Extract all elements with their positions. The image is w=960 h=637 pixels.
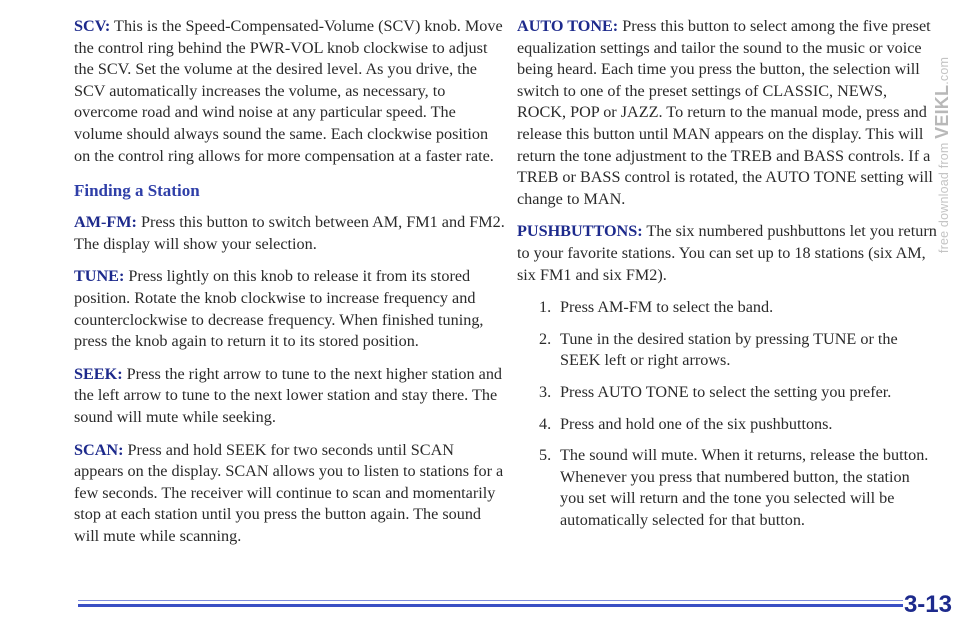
step-text: Press and hold one of the six pushbuttons. bbox=[560, 414, 833, 433]
step-text: Tune in the desired station by pressing TUNE or the SEEK left or right arrows. bbox=[560, 329, 898, 370]
tune-paragraph bbox=[74, 266, 506, 352]
page-number: 3-13 bbox=[903, 591, 952, 618]
tune-text: Press lightly on this knob to release it from its stored position. Rotate the knob clockwise to increase frequency and counterclockwise to decrease frequency. When finished tuning, press the knob again to return it to its stored position. bbox=[74, 267, 484, 351]
seek-text: Press the right arrow to tune to the next higher station and the left arrow to tune to the next lower station and stay there. The sound will mute while seeking. bbox=[74, 364, 503, 426]
pushbuttons-text: The six numbered pushbuttons let you return to your favorite stations. You can set up to 18 stations (six AM, six FM1 and six FM2). bbox=[517, 222, 937, 284]
step-number: 2. bbox=[539, 329, 552, 348]
auto-tone-paragraph bbox=[517, 16, 937, 210]
auto-tone-text: Press this button to select among the five preset equalization settings and tailor the sound to the music or voice being heard. Each time you press the button, the selection will switch to one of the preset settings of CLASSIC, NEWS, ROCK, POP or JAZZ. To return to the manual mode, press and release this button until MAN appears on the display. This will return the tone adjustment to the TREB and BASS controls. If a TREB or BASS control is rotated, the AUTO TONE setting will change to MAN. bbox=[517, 17, 933, 208]
pushbuttons-term: PUSHBUTTONS: bbox=[517, 222, 643, 241]
watermark bbox=[932, 0, 953, 320]
section-heading-finding-a-station: Finding a Station bbox=[74, 181, 200, 201]
footer-rule-thin bbox=[78, 600, 903, 601]
step-item bbox=[517, 297, 937, 319]
scv-text: This is the Speed-Compensated-Volume (SCV) knob. Move the control ring behind the PWR-VOL knob clockwise to adjust the SCV. Set the volume at the desired level. As you drive, the SCV automatically increases the volume, as necessary, to overcome road and wind noise at any particular speed. The volume should always sound the same. Each clockwise position on the control ring allows for more compensation at a faster rate. bbox=[74, 17, 503, 165]
footer-rule bbox=[78, 604, 903, 607]
step-item bbox=[517, 382, 937, 404]
watermark-text-b: .com bbox=[937, 56, 951, 85]
pushbuttons-paragraph bbox=[517, 221, 937, 286]
watermark-brand: VEIKL bbox=[932, 84, 952, 139]
step-number: 3. bbox=[539, 382, 552, 401]
am-fm-paragraph bbox=[74, 212, 506, 255]
step-item bbox=[517, 329, 937, 372]
scan-paragraph bbox=[74, 440, 506, 548]
watermark-text-a: free download from bbox=[937, 138, 951, 254]
steps-list bbox=[517, 297, 937, 531]
step-text: Press AUTO TONE to select the setting you prefer. bbox=[560, 382, 892, 401]
scan-term: SCAN: bbox=[74, 440, 124, 459]
seek-term: SEEK: bbox=[74, 364, 123, 383]
right-column bbox=[517, 16, 937, 541]
left-column bbox=[74, 16, 506, 558]
step-text: Press AM-FM to select the band. bbox=[560, 298, 774, 317]
step-text: The sound will mute. When it returns, release the button. Whenever you press that numbered button, the station you set will return and the tone you selected will be automatically selected for that button. bbox=[560, 446, 929, 529]
scv-term: SCV: bbox=[74, 17, 111, 35]
step-number: 5. bbox=[539, 446, 552, 465]
step-number: 1. bbox=[539, 298, 552, 317]
am-fm-text: Press this button to switch between AM, FM1 and FM2. The display will show your selection. bbox=[74, 213, 505, 253]
tune-term: TUNE: bbox=[74, 267, 125, 286]
scv-paragraph bbox=[74, 16, 506, 167]
step-item bbox=[517, 414, 937, 436]
auto-tone-term: AUTO TONE: bbox=[517, 17, 619, 35]
step-number: 4. bbox=[539, 414, 552, 433]
seek-paragraph bbox=[74, 364, 506, 429]
step-item bbox=[517, 445, 937, 531]
am-fm-term: AM-FM: bbox=[74, 213, 137, 232]
scan-text: Press and hold SEEK for two seconds until SCAN appears on the display. SCAN allows you to listen to stations for a few seconds. The receiver will continue to scan and momentarily stop at each station until you press the button again. The sound will mute while scanning. bbox=[74, 440, 504, 545]
